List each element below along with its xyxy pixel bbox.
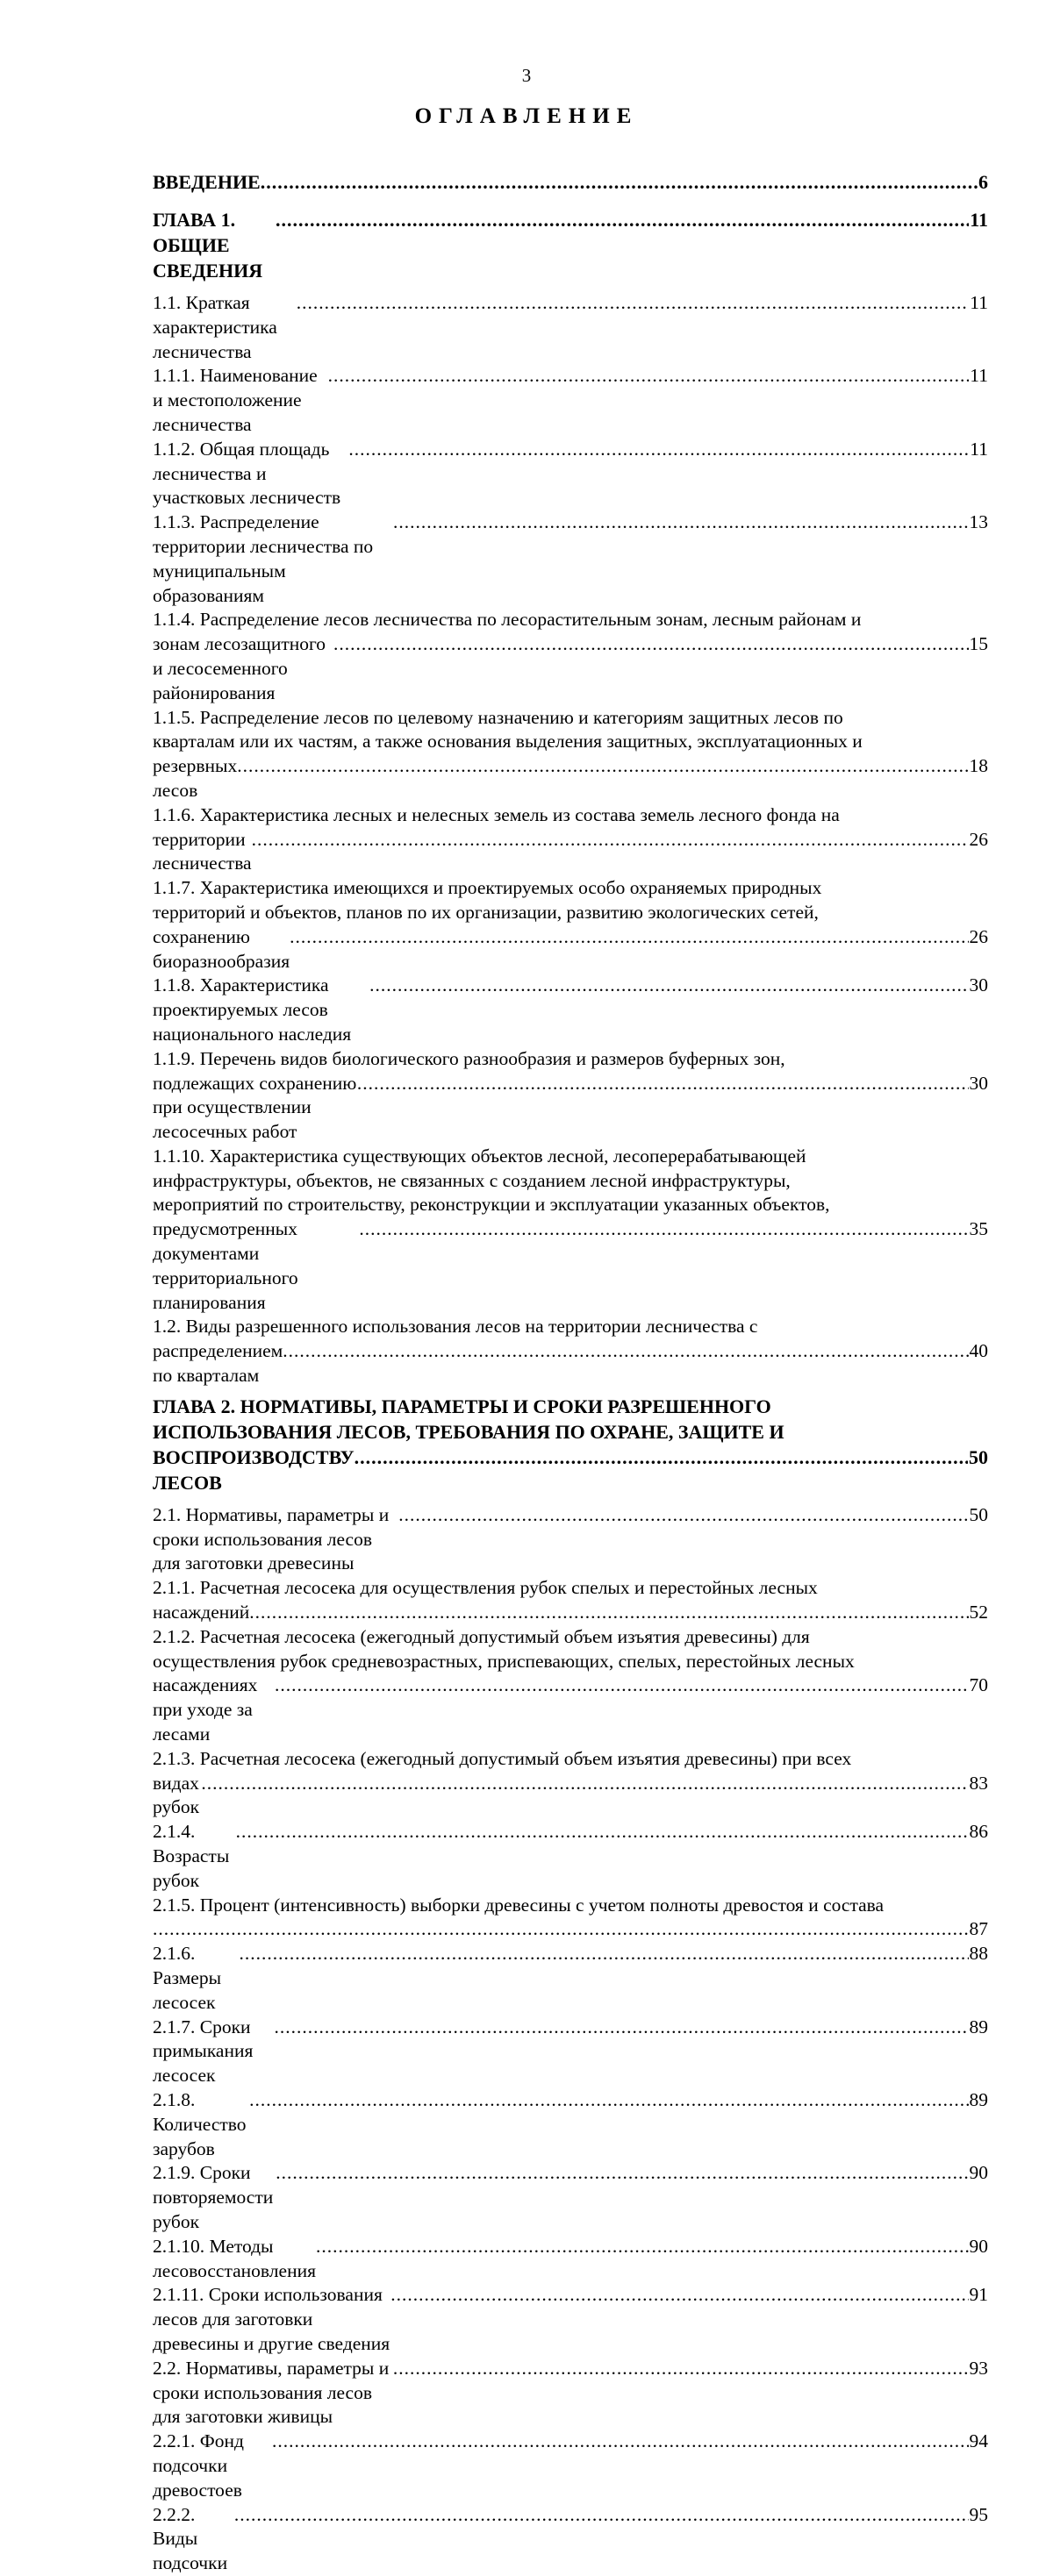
toc-section-entry[interactable]	[153, 2283, 988, 2356]
toc-page-number: 87	[969, 1918, 988, 1940]
toc-entry-title-line: 1.2. Виды разрешенного использования лесов на территории лесничества с	[153, 1316, 758, 1338]
dot-leader	[355, 1445, 968, 1470]
dot-leader	[249, 1601, 968, 1625]
toc-entry-title: ВВЕДЕНИЕ	[153, 171, 261, 193]
toc-page-number: 50	[969, 1503, 988, 1525]
dot-leader	[275, 1673, 969, 1698]
dot-leader	[275, 2016, 969, 2040]
dot-leader	[201, 1772, 968, 1796]
toc-page-number: 90	[969, 2235, 988, 2257]
toc-entry-title-line: 1.1.9. Перечень видов биологического разнообразия и размеров буферных зон,	[153, 1047, 785, 1069]
toc-page-number: 13	[969, 511, 988, 533]
dot-leader	[297, 291, 970, 316]
toc-page-number: 35	[969, 1218, 988, 1240]
toc-section-entry[interactable]	[153, 1820, 988, 1893]
toc-entry-title: 2.1.7. Сроки примыкания лесосек	[153, 2016, 254, 2087]
toc-entry-title: 2.1. Нормативы, параметры и сроки использования лесов для заготовки древесины	[153, 1503, 390, 1574]
toc-section-entry[interactable]	[153, 1625, 988, 1747]
toc-section-entry[interactable]	[153, 2088, 988, 2161]
dot-leader	[290, 925, 968, 950]
dot-leader	[369, 974, 968, 998]
toc-section-entry[interactable]	[153, 438, 988, 510]
toc-entry-title-line: видах рубок	[153, 1772, 200, 1818]
toc-entry-title-line: территорий и объектов, планов по их организации, развитию экологических сетей,	[153, 901, 819, 923]
toc-page-number: 11	[970, 292, 988, 313]
dot-leader	[234, 2503, 969, 2528]
dot-leader	[153, 1917, 969, 1942]
dot-leader	[316, 2235, 969, 2259]
toc-section-entry[interactable]	[153, 510, 988, 608]
toc-entry-title: 2.2.1. Фонд подсочки древостоев	[153, 2430, 244, 2501]
toc-page-number: 11	[970, 438, 988, 460]
toc-page-number: 26	[969, 925, 988, 947]
toc-entry-title-line: инфраструктуры, объектов, не связанных с созданием лесной инфраструктуры,	[153, 1169, 791, 1191]
toc-entry-title: 2.2. Нормативы, параметры и сроки использования лесов для заготовки живицы	[153, 2357, 390, 2428]
toc-page-number: 83	[969, 1772, 988, 1794]
toc-section-entry[interactable]	[153, 974, 988, 1046]
toc-entry-title-line: 1.1.7. Характеристика имеющихся и проектируемых особо охраняемых природных	[153, 877, 822, 899]
toc-page-number: 93	[969, 2357, 988, 2379]
toc-section-entry[interactable]	[153, 2503, 988, 2576]
page-number: 3	[521, 65, 532, 86]
toc-section-entry[interactable]	[153, 2161, 988, 2234]
toc-page-number: 91	[969, 2284, 988, 2306]
dot-leader	[393, 510, 968, 535]
toc-entry-title: 2.1.8. Количество зарубов	[153, 2088, 247, 2159]
toc-entry-title-line: 1.1.5. Распределение лесов по целевому назначению и категориям защитных лесов по	[153, 706, 843, 728]
dot-leader	[237, 754, 968, 779]
dot-leader	[272, 2430, 968, 2454]
toc-entry-title-line: 1.1.10. Характеристика существующих объектов лесной, лесоперерабатывающей	[153, 1145, 806, 1167]
toc-page-number: 86	[969, 1821, 988, 1843]
dot-leader	[276, 2161, 968, 2186]
dot-leader	[398, 1503, 968, 1528]
toc-entry-title-line: насаждениях при уходе за лесами	[153, 1674, 258, 1745]
toc-entry-title: 2.1.10. Методы лесовосстановления	[153, 2235, 316, 2281]
toc-chapter-entry[interactable]	[153, 207, 988, 283]
toc-entry-title-line: кварталам или их частям, а также основания выделения защитных, эксплуатационных и	[153, 731, 863, 753]
toc-entry-title-line: резервных лесов	[153, 755, 238, 801]
toc-page-number: 94	[969, 2430, 988, 2452]
toc-section-entry[interactable]	[153, 364, 988, 437]
toc-entry-title: 2.1.6. Размеры лесосек	[153, 1943, 222, 2013]
toc-section-entry[interactable]	[153, 1503, 988, 1576]
toc-page-number: 30	[969, 974, 988, 996]
toc-section-entry[interactable]	[153, 291, 988, 364]
dot-leader	[359, 1217, 968, 1242]
dot-leader	[276, 207, 969, 232]
dot-leader	[236, 1820, 969, 1845]
toc-section-entry[interactable]	[153, 803, 988, 876]
toc-section-entry[interactable]	[153, 706, 988, 803]
dot-leader	[249, 2088, 968, 2113]
toc-entry-title-line: зонам лесозащитного и лесосеменного районирования	[153, 633, 326, 703]
toc-page-number: 95	[969, 2503, 988, 2525]
toc-section-entry[interactable]	[153, 1315, 988, 1388]
toc-section-entry[interactable]	[153, 608, 988, 705]
toc-section-entry[interactable]	[153, 1047, 988, 1145]
dot-leader	[328, 364, 970, 389]
toc-section-entry[interactable]	[153, 876, 988, 974]
dot-leader	[283, 1339, 968, 1364]
toc-page-number: 88	[969, 1943, 988, 1965]
dot-leader	[240, 1942, 969, 1966]
toc-page-number: 26	[969, 828, 988, 850]
toc-entry-title-line: ИСПОЛЬЗОВАНИЯ ЛЕСОВ, ТРЕБОВАНИЯ ПО ОХРАНЕ, ЗАЩИТЕ И	[153, 1420, 784, 1443]
document-title: ОГЛАВЛЕНИЕ	[414, 104, 639, 128]
dot-leader	[261, 169, 978, 195]
dot-leader	[348, 438, 969, 462]
toc-page-number: 52	[969, 1602, 988, 1623]
toc-entry-title-line: ВОСПРОИЗВОДСТВУ ЛЕСОВ	[153, 1445, 355, 1494]
dot-leader	[333, 632, 969, 657]
toc-entry-title-line: сохранению биоразнообразия	[153, 925, 290, 972]
toc-entry-title: 1.1.1. Наименование и местоположение лесничества	[153, 365, 318, 435]
dot-leader	[390, 2283, 968, 2308]
toc-entry-title-line: ГЛАВА 2. НОРМАТИВЫ, ПАРАМЕТРЫ И СРОКИ РАЗРЕШЕННОГО	[153, 1395, 771, 1417]
toc-page-number: 50	[969, 1445, 988, 1468]
toc-entry-title: 2.1.11. Сроки использования лесов для заготовки древесины и другие сведения	[153, 2284, 390, 2354]
toc-page-number: 70	[969, 1674, 988, 1696]
toc-entry-title-line: 2.1.3. Расчетная лесосека (ежегодный допустимый объем изъятия древесины) при всех	[153, 1747, 852, 1769]
toc-page-number: 18	[969, 755, 988, 777]
toc-entry-title-line: 1.1.4. Распределение лесов лесничества по лесорастительным зонам, лесным районам и	[153, 609, 862, 631]
toc-page-number: 89	[969, 2016, 988, 2037]
toc-entry-title: 1.1.3. Распределение территории лесничества по муниципальным образованиям	[153, 511, 374, 606]
toc-entry-title-line: территории лесничества	[153, 828, 252, 874]
toc-chapter-entry[interactable]	[153, 169, 988, 195]
toc-entry-title: 1.1.8. Характеристика проектируемых лесов национального наследия	[153, 974, 352, 1045]
dot-leader	[393, 2357, 969, 2381]
toc-section-entry[interactable]	[153, 2016, 988, 2088]
toc-entry-title-line: осуществления рубок средневозрастных, приспевающих, спелых, перестойных лесных	[153, 1650, 855, 1672]
toc-page-number: 11	[970, 209, 988, 231]
toc-entry-title: 2.2.2. Виды подсочки	[153, 2503, 228, 2574]
table-of-contents	[153, 169, 988, 2576]
toc-page-number: 30	[969, 1072, 988, 1094]
toc-entry-title: 2.1.9. Сроки повторяемости рубок	[153, 2162, 274, 2232]
toc-section-entry[interactable]	[153, 2430, 988, 2502]
toc-section-entry[interactable]	[153, 2235, 988, 2284]
dot-leader	[357, 1072, 969, 1096]
toc-chapter-entry[interactable]	[153, 1394, 988, 1495]
toc-section-entry[interactable]	[153, 1145, 988, 1316]
toc-page-number: 90	[969, 2162, 988, 2184]
toc-section-entry[interactable]	[153, 1576, 988, 1625]
toc-page-number: 11	[970, 365, 988, 387]
toc-entry-title-line: 2.1.5. Процент (интенсивность) выборки древесины с учетом полноты древостоя и состава	[153, 1894, 885, 1916]
toc-entry-title: ГЛАВА 1. ОБЩИЕ СВЕДЕНИЯ	[153, 209, 263, 282]
toc-page-number: 89	[969, 2088, 988, 2110]
dot-leader	[252, 828, 969, 853]
toc-entry-title-line: предусмотренных документами территориального планирования	[153, 1218, 298, 1313]
toc-page-number: 6	[978, 171, 988, 193]
toc-entry-title-line: подлежащих сохранению при осуществлении лесосечных работ	[153, 1072, 357, 1143]
toc-entry-title: 1.1. Краткая характеристика лесничества	[153, 292, 277, 362]
toc-entry-title-line: распределением по кварталам	[153, 1340, 283, 1387]
toc-entry-title: 2.1.4. Возрасты рубок	[153, 1821, 230, 1891]
toc-entry-title-line: 2.1.2. Расчетная лесосека (ежегодный допустимый объем изъятия древесины) для	[153, 1625, 810, 1647]
toc-page-number: 15	[969, 633, 988, 655]
toc-section-entry[interactable]	[153, 2357, 988, 2430]
toc-page-number: 40	[969, 1340, 988, 1362]
toc-section-entry[interactable]	[153, 1894, 988, 1943]
toc-entry-title: 1.1.2. Общая площадь лесничества и участковых лесничеств	[153, 438, 341, 509]
toc-entry-title-line: 2.1.1. Расчетная лесосека для осуществления рубок спелых и перестойных лесных	[153, 1577, 818, 1599]
toc-section-entry[interactable]	[153, 1747, 988, 1820]
toc-entry-title-line: насаждений	[153, 1602, 250, 1623]
toc-entry-title-line: мероприятий по строительству, реконструкции и эксплуатации указанных объектов,	[153, 1194, 830, 1216]
toc-entry-title-line: 1.1.6. Характеристика лесных и нелесных земель из состава земель лесного фонда на	[153, 803, 840, 825]
toc-section-entry[interactable]	[153, 1942, 988, 2015]
